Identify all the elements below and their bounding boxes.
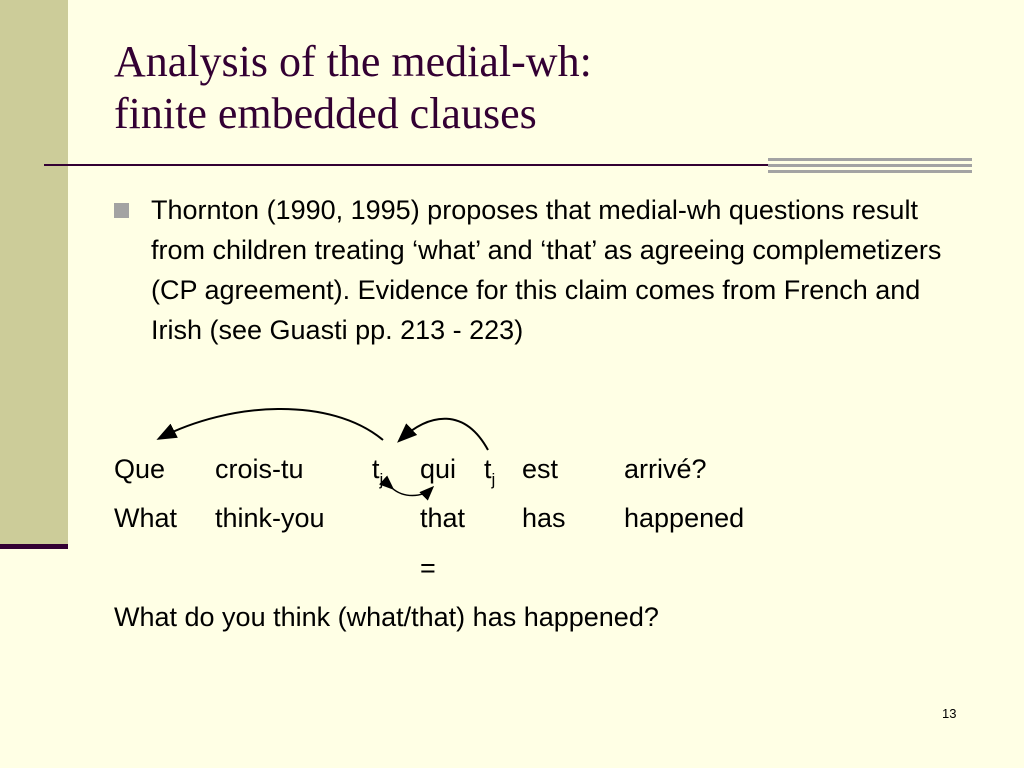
word-crois-tu: crois-tu [215,454,304,484]
title-line-1: Analysis of the medial-wh: [114,37,592,86]
title-line-2: finite embedded clauses [114,89,537,138]
gloss-what: What [114,503,178,533]
bullet-text: Thornton (1990, 1995) proposes that medial-wh questions result from children treating ‘what’ and ‘that’ as agreeing complemetizers (CP agreement). Evidence for this claim comes from French and Irish (see Guasti pp. 213 - 223) [151,195,942,345]
trace-1: $t_j$ [372,454,384,489]
word-arrive: arrivé? [624,454,707,484]
gloss-happened: happened [624,503,745,533]
arrow-t-to-que [160,409,383,440]
trace-2: $t_j$ [484,454,496,489]
word-est: est [522,454,559,484]
gloss-that: that [420,503,466,533]
word-que: Que [114,454,166,484]
word-qui: qui [420,454,457,484]
gloss-has: has [522,503,566,533]
page-number: 13 [942,706,957,721]
arrow-agreement [392,488,432,496]
equals-sign: = [420,553,436,583]
translation: What do you think (what/that) has happened? [114,602,659,632]
arrow-t-to-t [400,419,488,450]
gloss-think-you: think-you [215,503,325,533]
